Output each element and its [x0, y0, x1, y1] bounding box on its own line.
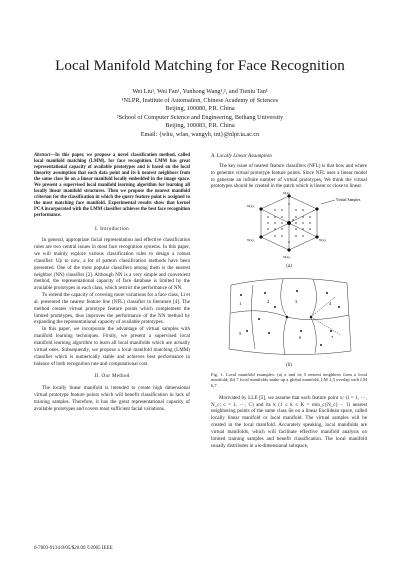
intro-paragraph-3: In this paper, we incorporate the advantage of virtual samples with manifold learning techniques. Firstly, we present a supervised local manifold learning algorithm to learn all local manifolds which are actually virtual ones. Subsequently, we propose a local manifold matching (LMM) classifier which is numerically stable and achieves best performance in balance of both recognition rate and computational cost. [34, 326, 190, 367]
virtual-samples-label: Virtual Samples [336, 198, 361, 203]
manifold-region-1: 1 [239, 300, 242, 306]
center-point-label: a [292, 217, 295, 223]
figure-1a-diagram [211, 190, 367, 260]
figure-1a [211, 190, 367, 271]
global-manifold-outline [229, 278, 351, 354]
section-method-heading: II. Our Method [94, 373, 130, 380]
copyright-footer: 0-7803-9134-9/05/$20.00 ©2005 IEEE [34, 546, 113, 551]
intro-paragraph-1: In general, appropriate facial representation and effective classification rules are two central issues in most face recognition systems. In this paper, we will mainly explore various classification rules to design a robust classifier. Up to now, a lot of pattern classification methods have been presented. One of the most popular classifiers among them is the nearest neighbor (NN) classifier [2]. Although NN is a very simple and convenient method, the representational capacity of face database is limited by the available prototypes in each class, which restrict the performance of NN. [34, 237, 190, 292]
author-names: Wei Liu¹, Wei Fan¹, Yunhong Wang¹,², and Tieniu Tan¹ [132, 88, 268, 95]
right-column [211, 153, 367, 449]
center-point-a [287, 221, 291, 225]
figure-1b-diagram [211, 273, 367, 359]
manifold-region-5: 5 [239, 330, 242, 336]
neighbor-label-3: N(a)₃ [283, 255, 291, 260]
manifold-region-6: 6 [299, 334, 302, 340]
neighbor-label-1: N(a)₁ [283, 191, 291, 196]
abstract-text: —In this paper, we propose a novel classification method, called local manifold matching (LMM), for face recognition. LMM has great representational capacity of available prototypes and is based on the local linearity assumption that each data point and its k nearest neighbors from the same class lie on a linear manifold locally embedded in the image space. We present a supervised local manifold learning algorithm for learning all locally linear manifold structures. Then we propose the nearest manifold criterion for the classification in which the query feature point is assigned to the most matching face manifold. Experimental results show that kernel PCA incorporated with the LMM classifier achieves the best face recognition performance. [34, 153, 190, 219]
abstract [34, 153, 190, 220]
neighbor-label-5: N(a)₅ [247, 204, 255, 209]
section-introduction-heading: I. Introduction [95, 225, 129, 232]
figure-1-caption: Fig. 1. Local manifold examples: (a) a and its 5 nearest neighbors form a local manifold; (b) 7 local manifolds make up a global manifold, LM 2,3 overlap with LM 6,7. [211, 371, 367, 388]
neighbor-label-2: N(a)₂ [319, 238, 327, 243]
abstract-lead: Abstract [34, 153, 51, 158]
figure-1b-label: (b) [286, 362, 292, 368]
subsection-locally-linear-heading: A. Locally Linear Assumption [211, 153, 272, 159]
affiliation-2-line-1: ²School of Computer Science and Engineering, Beihang University [116, 113, 284, 121]
neighbor-label-4: N(a)₄ [247, 238, 255, 243]
locally-linear-paragraph-2: Motivated by LLE [5], we assume that each feature point xᵢᶜ (i = 1, ···, N_c; c = 1, ···, C) and its k (1 ≤ k ≤ K = min_c{N_c} − 1) nearest neighboring points of the same class lie on a linear Euclidean space, called locally linear manifold or local manifold. The virtual samples will be created in the local manifold. Accurately speaking, local manifolds are virtual manifolds, which will facilitate effective manifold analysis on limited training samples and benefit classification. The local manifold usually distributes in a k-dimensional subspace, [211, 394, 367, 449]
author-email: Email: {wliu, wfan, wangyh, tnt}@nlpr.ia.ac.cn [140, 130, 260, 138]
locally-linear-paragraph-1: The key issue of nearest feature classifiers (NFL) is that how and where to generate virtual prototype feature points. Since NFL uses a linear model to generate an infinite number of virtual prototypes, We think the virtual prototypes should be created in the patch which is linear or close to linear. [211, 162, 367, 190]
method-paragraph-1: The locally linear manifold is intended to create high dimensional virtual prototype feature points which will benefit classification in lack of training samples. Therefore, it has the great representational capacity of available prototypes and covers most sufficient facial variations. [34, 385, 190, 412]
affiliation-1-line-2: Beijing, 100080, P.R. China [165, 105, 235, 113]
manifold-region-3: 3 [295, 298, 298, 304]
author-block [20, 88, 380, 140]
figure-1b [211, 273, 367, 370]
paper-title: Local Manifold Matching for Face Recognition [55, 58, 345, 74]
manifold-region-2: 2 [267, 298, 270, 304]
manifold-region-7: 7 [331, 334, 334, 340]
manifold-region-4: 4 [329, 300, 332, 306]
affiliation-2-line-2: Beijing, 100083, P.R. China [165, 122, 235, 130]
intro-paragraph-2: To extend the capacity of covering more variations for a face class, Li et al. presented the nearest feature line (NFL) classifier in literature [4]. The method creates virtual prototype feature points which complement the limited prototypes, thus improves the performance of the NN method by expanding the representational capacity of available prototypes. [34, 292, 190, 326]
figure-1a-label: (a) [286, 264, 292, 270]
affiliation-1-line-1: ¹NLPR, Institute of Automation, Chinese Academy of Sciences [121, 96, 279, 104]
left-column [34, 153, 190, 413]
